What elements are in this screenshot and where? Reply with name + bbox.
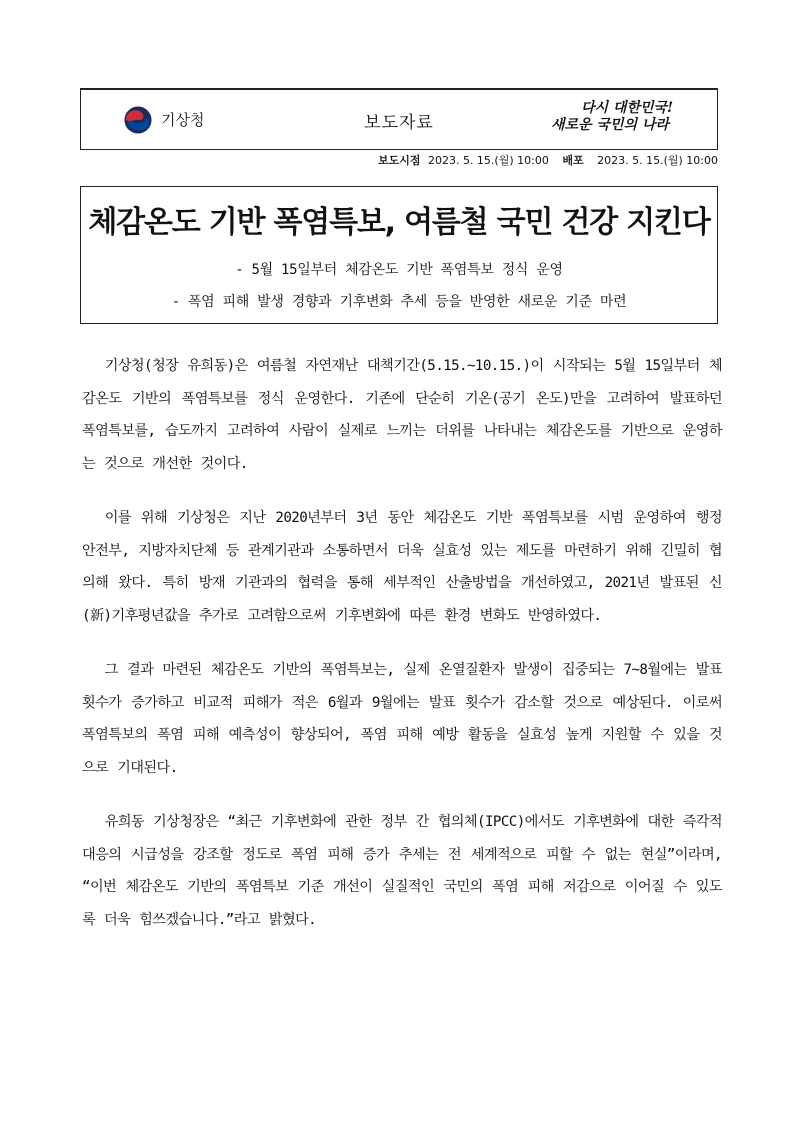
slogan-line-2: 새로운 국민의 나라 bbox=[551, 117, 669, 133]
distribution-date: 2023. 5. 15.(월) 10:00 bbox=[597, 154, 718, 167]
headline-subtitle-1: - 5월 15일부터 체감온도 기반 폭염특보 정식 운영 bbox=[235, 262, 563, 278]
kma-logo bbox=[123, 105, 303, 135]
release-label: 보도시점 bbox=[377, 154, 421, 167]
paragraph-4: 유희동 기상청장은 “최근 기후변화에 관한 정부 간 협의체(IPCC)에서도 기후변화에 대한 즉각적 대응의 시급성을 강조할 정도로 폭염 피해 증가 추세는 전 세계적으로 피할 수 없는 현실”이라며, “이번 체감온도 기반의 폭염특보 기준 개선이 실질적인 국민의 폭염 피해 저감으로 이어질 수 있도록 더욱 힘쓰겠습니다.”라고 밝혔다. bbox=[82, 814, 722, 928]
government-emblem-icon bbox=[123, 105, 153, 135]
logo-text: 기상청 bbox=[161, 111, 205, 129]
slogan-logo bbox=[551, 100, 691, 142]
paragraph-1: 기상청(청장 유희동)은 여름철 자연재난 대책기간(5.15.~10.15.)이 시작되는 5월 15일부터 체감온도 기반의 폭염특보를 정식 운영한다. 기존에 단순히 기온(공기 온도)만을 고려하여 발표하던 폭염특보를, 습도까지 고려하여 사람이 실제로 느끼는 더위를 나타내는 체감온도를 기반으로 운영하는 것으로 개선한 것이다. bbox=[82, 358, 722, 472]
release-date: 2023. 5. 15.(월) 10:00 bbox=[427, 154, 549, 167]
release-info bbox=[80, 150, 718, 172]
slogan-line-1: 다시 대한민국! bbox=[581, 100, 674, 116]
headline-subtitle-2: - 폭염 피해 발생 경향과 기후변화 추세 등을 반영한 새로운 기준 마련 bbox=[171, 294, 627, 310]
paragraph-3: 그 결과 마련된 체감온도 기반의 폭염특보는, 실제 온열질환자 발생이 집중되는 7~8월에는 발표 횟수가 증가하고 비교적 피해가 적은 6월과 9월에는 발표 횟수가 감소할 것으로 예상된다. 이로써 폭염특보의 폭염 피해 예측성이 향상되어, 폭염 피해 예방 활동을 실효성 높게 지원할 수 있을 것으로 기대된다. bbox=[82, 662, 722, 776]
article-body bbox=[82, 350, 722, 958]
header-box bbox=[80, 88, 718, 150]
paragraph-2: 이를 위해 기상청은 지난 2020년부터 3년 동안 체감온도 기반 폭염특보를 시범 운영하여 행정안전부, 지방자치단체 등 관계기관과 소통하면서 더욱 실효성 있는 제도를 마련하기 위해 긴밀히 협의해 왔다. 특히 방재 기관과의 협력을 통해 세부적인 산출방법을 개선하였고, 2021년 발표된 신(新)기후평년값을 추가로 고려함으로써 기후변화에 따른 환경 변화도 반영하였다. bbox=[82, 510, 722, 624]
headline-title: 체감온도 기반 폭염특보, 여름철 국민 건강 지킨다 bbox=[88, 205, 710, 240]
distribution-label: 배포 bbox=[562, 154, 584, 167]
doc-type-label: 보도자료 bbox=[364, 113, 434, 133]
headline-box bbox=[80, 186, 718, 324]
